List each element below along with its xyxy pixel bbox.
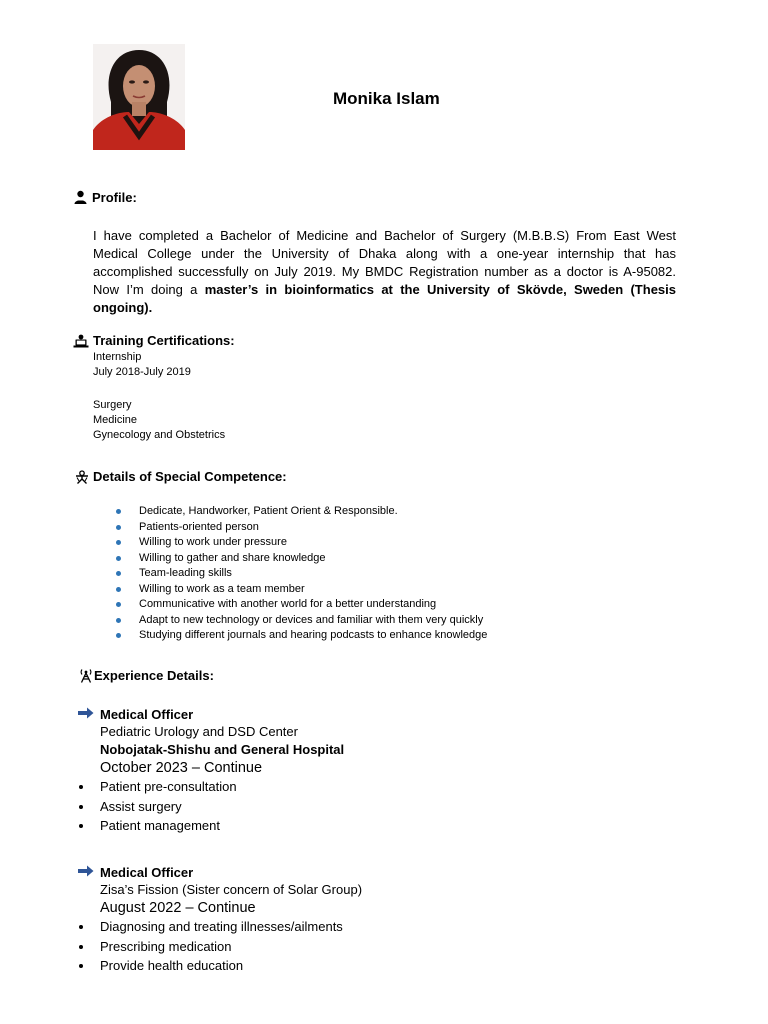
list-item	[78, 797, 678, 817]
list-item	[115, 582, 487, 598]
competence-item: Willing to work under pressure	[139, 536, 287, 548]
profile-summary-text: I have completed a Bachelor of Medicine and Bachelor of Surgery (M.B.B.S) From East West Medical College under the University of Dhaka along with a one-year internship that has accomplished successfully on July 2019. My BMDC Registration number as a doctor is A-95082. Now I’m doing a	[93, 228, 676, 297]
duty-text: Prescribing medication	[100, 938, 232, 954]
experience-entry	[78, 863, 678, 976]
training-item: Surgery	[93, 399, 132, 411]
bullet	[116, 633, 121, 638]
list-item	[78, 816, 678, 836]
competence-heading-label: Details of Special Competence:	[93, 469, 287, 484]
profile-heading-label: Profile:	[92, 190, 137, 205]
duty-text: Assist surgery	[100, 798, 182, 814]
competence-item: Studying different journals and hearing podcasts to enhance knowledge	[139, 629, 488, 641]
bullet	[79, 824, 83, 828]
training-item: Gynecology and Obstetrics	[93, 429, 226, 441]
list-item	[115, 628, 487, 644]
duty-text: Diagnosing and treating illnesses/ailments	[100, 919, 343, 934]
star-person-icon	[75, 470, 89, 484]
experience-heading	[79, 668, 214, 683]
training-item: Internship	[93, 351, 142, 363]
duty-text: Patient management	[100, 818, 220, 833]
training-heading-label: Training Certifications:	[93, 333, 235, 348]
bullet	[116, 571, 121, 576]
job-employer: Nobojatak-Shishu and General Hospital	[100, 742, 345, 757]
list-item	[78, 917, 678, 937]
experience-entry	[78, 705, 678, 836]
competence-list	[115, 504, 487, 644]
profile-photo	[93, 44, 185, 150]
list-item	[115, 597, 487, 613]
tower-icon	[79, 668, 93, 683]
list-item	[115, 504, 487, 520]
bullet	[79, 964, 83, 968]
job-period: October 2023 – Continue	[100, 760, 263, 776]
job-title: Medical Officer	[100, 864, 194, 880]
job-title-row	[78, 705, 678, 723]
bullet	[116, 525, 121, 530]
job-duties	[78, 917, 678, 976]
bullet	[79, 805, 83, 809]
training-item: July 2018-July 2019	[93, 366, 191, 378]
job-department: Pediatric Urology and DSD Center	[100, 724, 298, 739]
profile-summary-bold: master’s in bioinformatics at the University of Skövde, Sweden (Thesis ongoing).	[93, 282, 676, 315]
competence-item: Willing to work as a team member	[139, 582, 305, 595]
laptop-person-icon	[73, 334, 89, 348]
list-item	[78, 937, 678, 957]
competence-heading	[75, 469, 287, 484]
list-item	[115, 551, 487, 567]
list-item	[115, 535, 487, 551]
bullet	[116, 509, 121, 514]
bullet	[116, 618, 121, 623]
bullet	[79, 925, 83, 929]
bullet	[116, 602, 121, 607]
job-period: August 2022 – Continue	[100, 900, 256, 916]
profile-heading	[73, 190, 137, 205]
experience-heading-label: Experience Details:	[94, 668, 214, 683]
list-item	[115, 566, 487, 582]
competence-item: Willing to gather and share knowledge	[139, 551, 326, 564]
list-item	[78, 956, 678, 976]
list-item	[115, 613, 487, 629]
right-arrow-icon	[78, 707, 94, 722]
profile-summary	[93, 227, 676, 317]
competence-item: Communicative with another world for a better understanding	[139, 598, 437, 610]
list-item	[115, 520, 487, 536]
bullet	[79, 785, 83, 789]
bullet	[116, 556, 121, 561]
duty-text: Provide health education	[100, 958, 244, 973]
candidate-name: Monika Islam	[333, 89, 440, 108]
right-arrow-icon	[78, 865, 94, 880]
job-title-row	[78, 863, 678, 881]
competence-item: Adapt to new technology or devices and familiar with them very quickly	[139, 613, 484, 626]
competence-item: Patients-oriented person	[139, 520, 259, 533]
list-item	[78, 777, 678, 797]
competence-item: Dedicate, Handworker, Patient Orient & Responsible.	[139, 505, 398, 517]
training-item: Medicine	[93, 414, 138, 426]
job-duties	[78, 777, 678, 836]
person-icon	[73, 190, 88, 205]
job-employer: Zisa’s Fission (Sister concern of Solar Group)	[100, 882, 363, 897]
bullet	[116, 540, 121, 545]
duty-text: Patient pre-consultation	[100, 779, 237, 794]
bullet	[79, 945, 83, 949]
job-title: Medical Officer	[100, 706, 194, 722]
training-heading	[73, 333, 235, 348]
competence-item: Team-leading skills	[139, 567, 232, 579]
bullet	[116, 587, 121, 592]
